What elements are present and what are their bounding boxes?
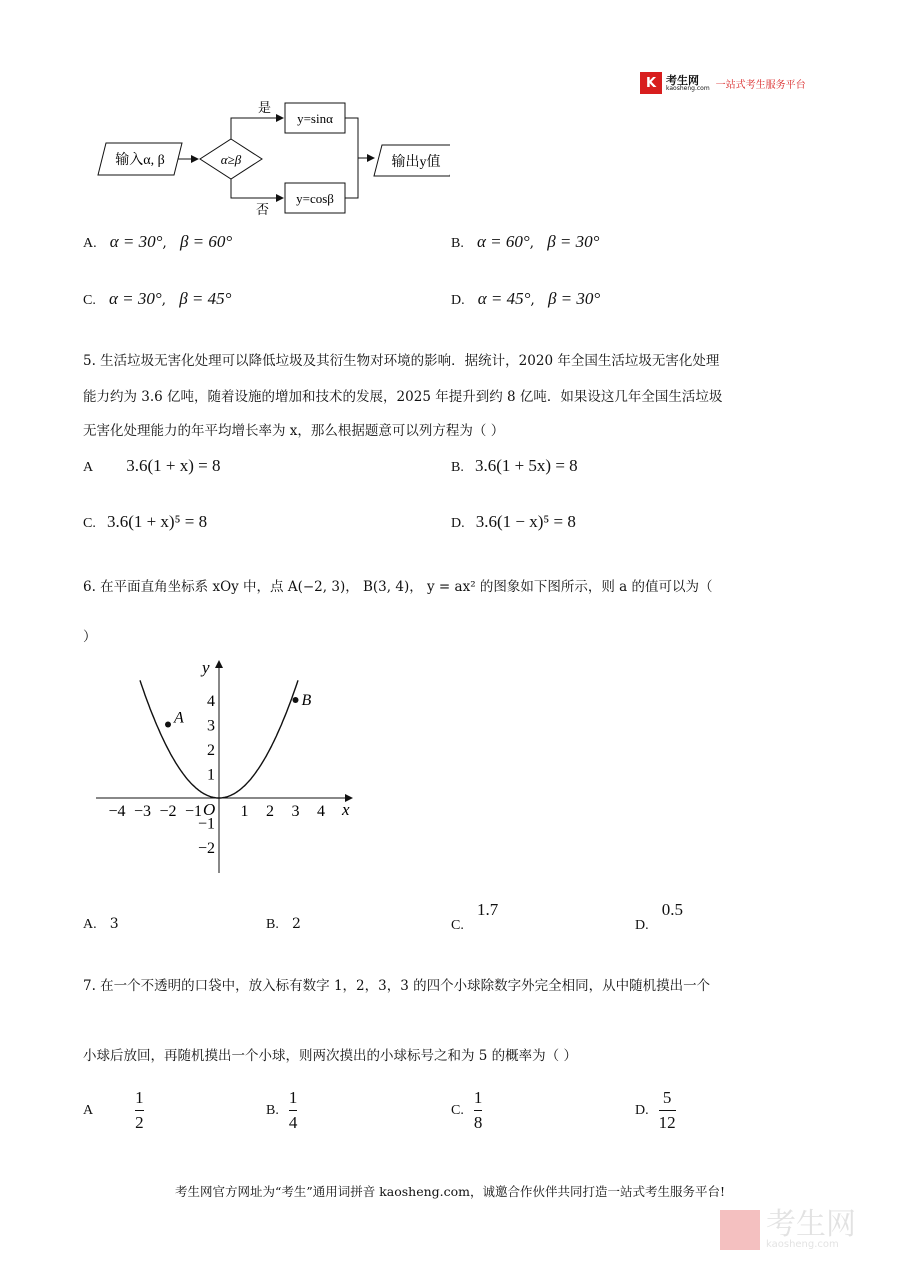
q7-line-1: 7. 在一个不透明的口袋中，放入标有数字 1，2，3，3 的四个小球除数字外完全相同，从中随机摸出一个 xyxy=(83,978,711,994)
q5-option-d[interactable]: D. 3.6(1 − x)⁵ = 8 xyxy=(451,512,576,531)
point-b xyxy=(293,697,299,703)
y-tick-label: −1 xyxy=(197,815,215,833)
header-logo xyxy=(640,72,806,94)
condition-label: α≥β xyxy=(220,152,242,167)
point-a-label: A xyxy=(174,709,184,727)
input-label: 输入α, β xyxy=(115,153,165,168)
q7-line-2: 小球后放回，再随机摸出一个小球，则两次摸出的小球标号之和为 5 的概率为（ ） xyxy=(83,1048,577,1064)
no-label: 否 xyxy=(256,202,270,217)
footer-watermark: 考生网 kaosheng.com xyxy=(720,1210,856,1250)
q7-option-a[interactable]: A $\frac{1}{2}$ xyxy=(83,1088,144,1132)
y-tick-label: 1 xyxy=(207,766,215,784)
q7-option-c[interactable]: C. $\frac{1}{8}$ xyxy=(451,1088,483,1132)
footer-text: 考生网官方网址为“考生”通用词拼音 kaosheng.com，诚邀合作伙伴共同打造一站式考生服务平台! xyxy=(174,1184,726,1199)
q6-option-d[interactable]: D. 0.5 xyxy=(635,900,683,933)
output-label: 输出y值 xyxy=(391,155,441,170)
q6-line-2: ） xyxy=(83,629,97,645)
q5-option-a[interactable]: A 3.6(1 + x) = 8 xyxy=(83,456,221,475)
q5-line-2: 能力约为 3.6 亿吨，随着设施的增加和技术的发展，2025 年提升到约 8 亿吨．如果设这几年全国生活垃圾 xyxy=(83,389,723,405)
x-tick-label: 2 xyxy=(266,803,274,820)
sin-label: y=sinα xyxy=(297,111,333,126)
point-b-label: B xyxy=(301,692,312,709)
x-tick-label: −4 xyxy=(108,803,126,820)
cos-label: y=cosβ xyxy=(296,191,334,206)
x-tick-label: 3 xyxy=(291,803,300,820)
flowchart xyxy=(90,90,450,220)
logo-icon: K xyxy=(640,72,662,94)
q6-line-1: 6. 在平面直角坐标系 xOy 中，点 A(−2, 3)， B(3, 4)， y = ax² 的图象如下图所示，则 a 的值可以为（ xyxy=(83,579,713,595)
logo-sub: kaosheng.com xyxy=(666,84,710,92)
x-tick-label: 1 xyxy=(240,803,249,820)
q4-option-b[interactable]: B. α = 60°, β = 30° xyxy=(451,232,600,251)
y-tick-label: 4 xyxy=(207,693,215,710)
x-axis-label: x xyxy=(342,800,350,819)
x-tick-label: −1 xyxy=(184,803,203,820)
y-tick-label: −2 xyxy=(197,840,215,857)
q6-option-b[interactable]: B. 2 xyxy=(266,916,301,932)
y-tick-label: 2 xyxy=(207,742,215,759)
q7-option-d[interactable]: D. $\frac{5}{12}$ xyxy=(635,1088,676,1132)
x-tick-label: −3 xyxy=(133,803,152,820)
q6-option-a[interactable]: A. 3 xyxy=(83,916,119,932)
watermark-icon xyxy=(720,1210,760,1250)
q4-option-c[interactable]: C. α = 30°, β = 45° xyxy=(83,289,232,308)
logo-name: 考生网 xyxy=(666,73,699,87)
parabola-graph xyxy=(90,655,370,875)
x-tick-label: 4 xyxy=(317,803,325,820)
origin-label: O xyxy=(203,800,216,819)
q5-option-c[interactable]: C. 3.6(1 + x)⁵ = 8 xyxy=(83,512,208,531)
q4-option-d[interactable]: D. α = 45°, β = 30° xyxy=(451,289,601,308)
q5-option-b[interactable]: B. 3.6(1 + 5x) = 8 xyxy=(451,456,578,475)
y-tick-label: 3 xyxy=(207,717,215,735)
x-tick-label: −2 xyxy=(159,803,177,820)
q7-option-b[interactable]: B. $\frac{1}{4}$ xyxy=(266,1088,298,1132)
q5-line-1: 5. 生活垃圾无害化处理可以降低垃圾及其衍生物对环境的影响．据统计，2020 年全国生活垃圾无害化处理 xyxy=(83,353,720,369)
y-axis-label: y xyxy=(202,658,210,677)
header-slogan: 一站式考生服务平台 xyxy=(715,79,806,91)
q6-option-c[interactable]: C. 1.7 xyxy=(451,900,499,933)
q4-option-a[interactable]: A. α = 30°, β = 60° xyxy=(83,232,233,251)
q5-line-3: 无害化处理能力的年平均增长率为 x，那么根据题意可以列方程为（ ） xyxy=(83,423,505,439)
yes-label: 是 xyxy=(258,100,272,115)
point-a xyxy=(165,722,171,728)
